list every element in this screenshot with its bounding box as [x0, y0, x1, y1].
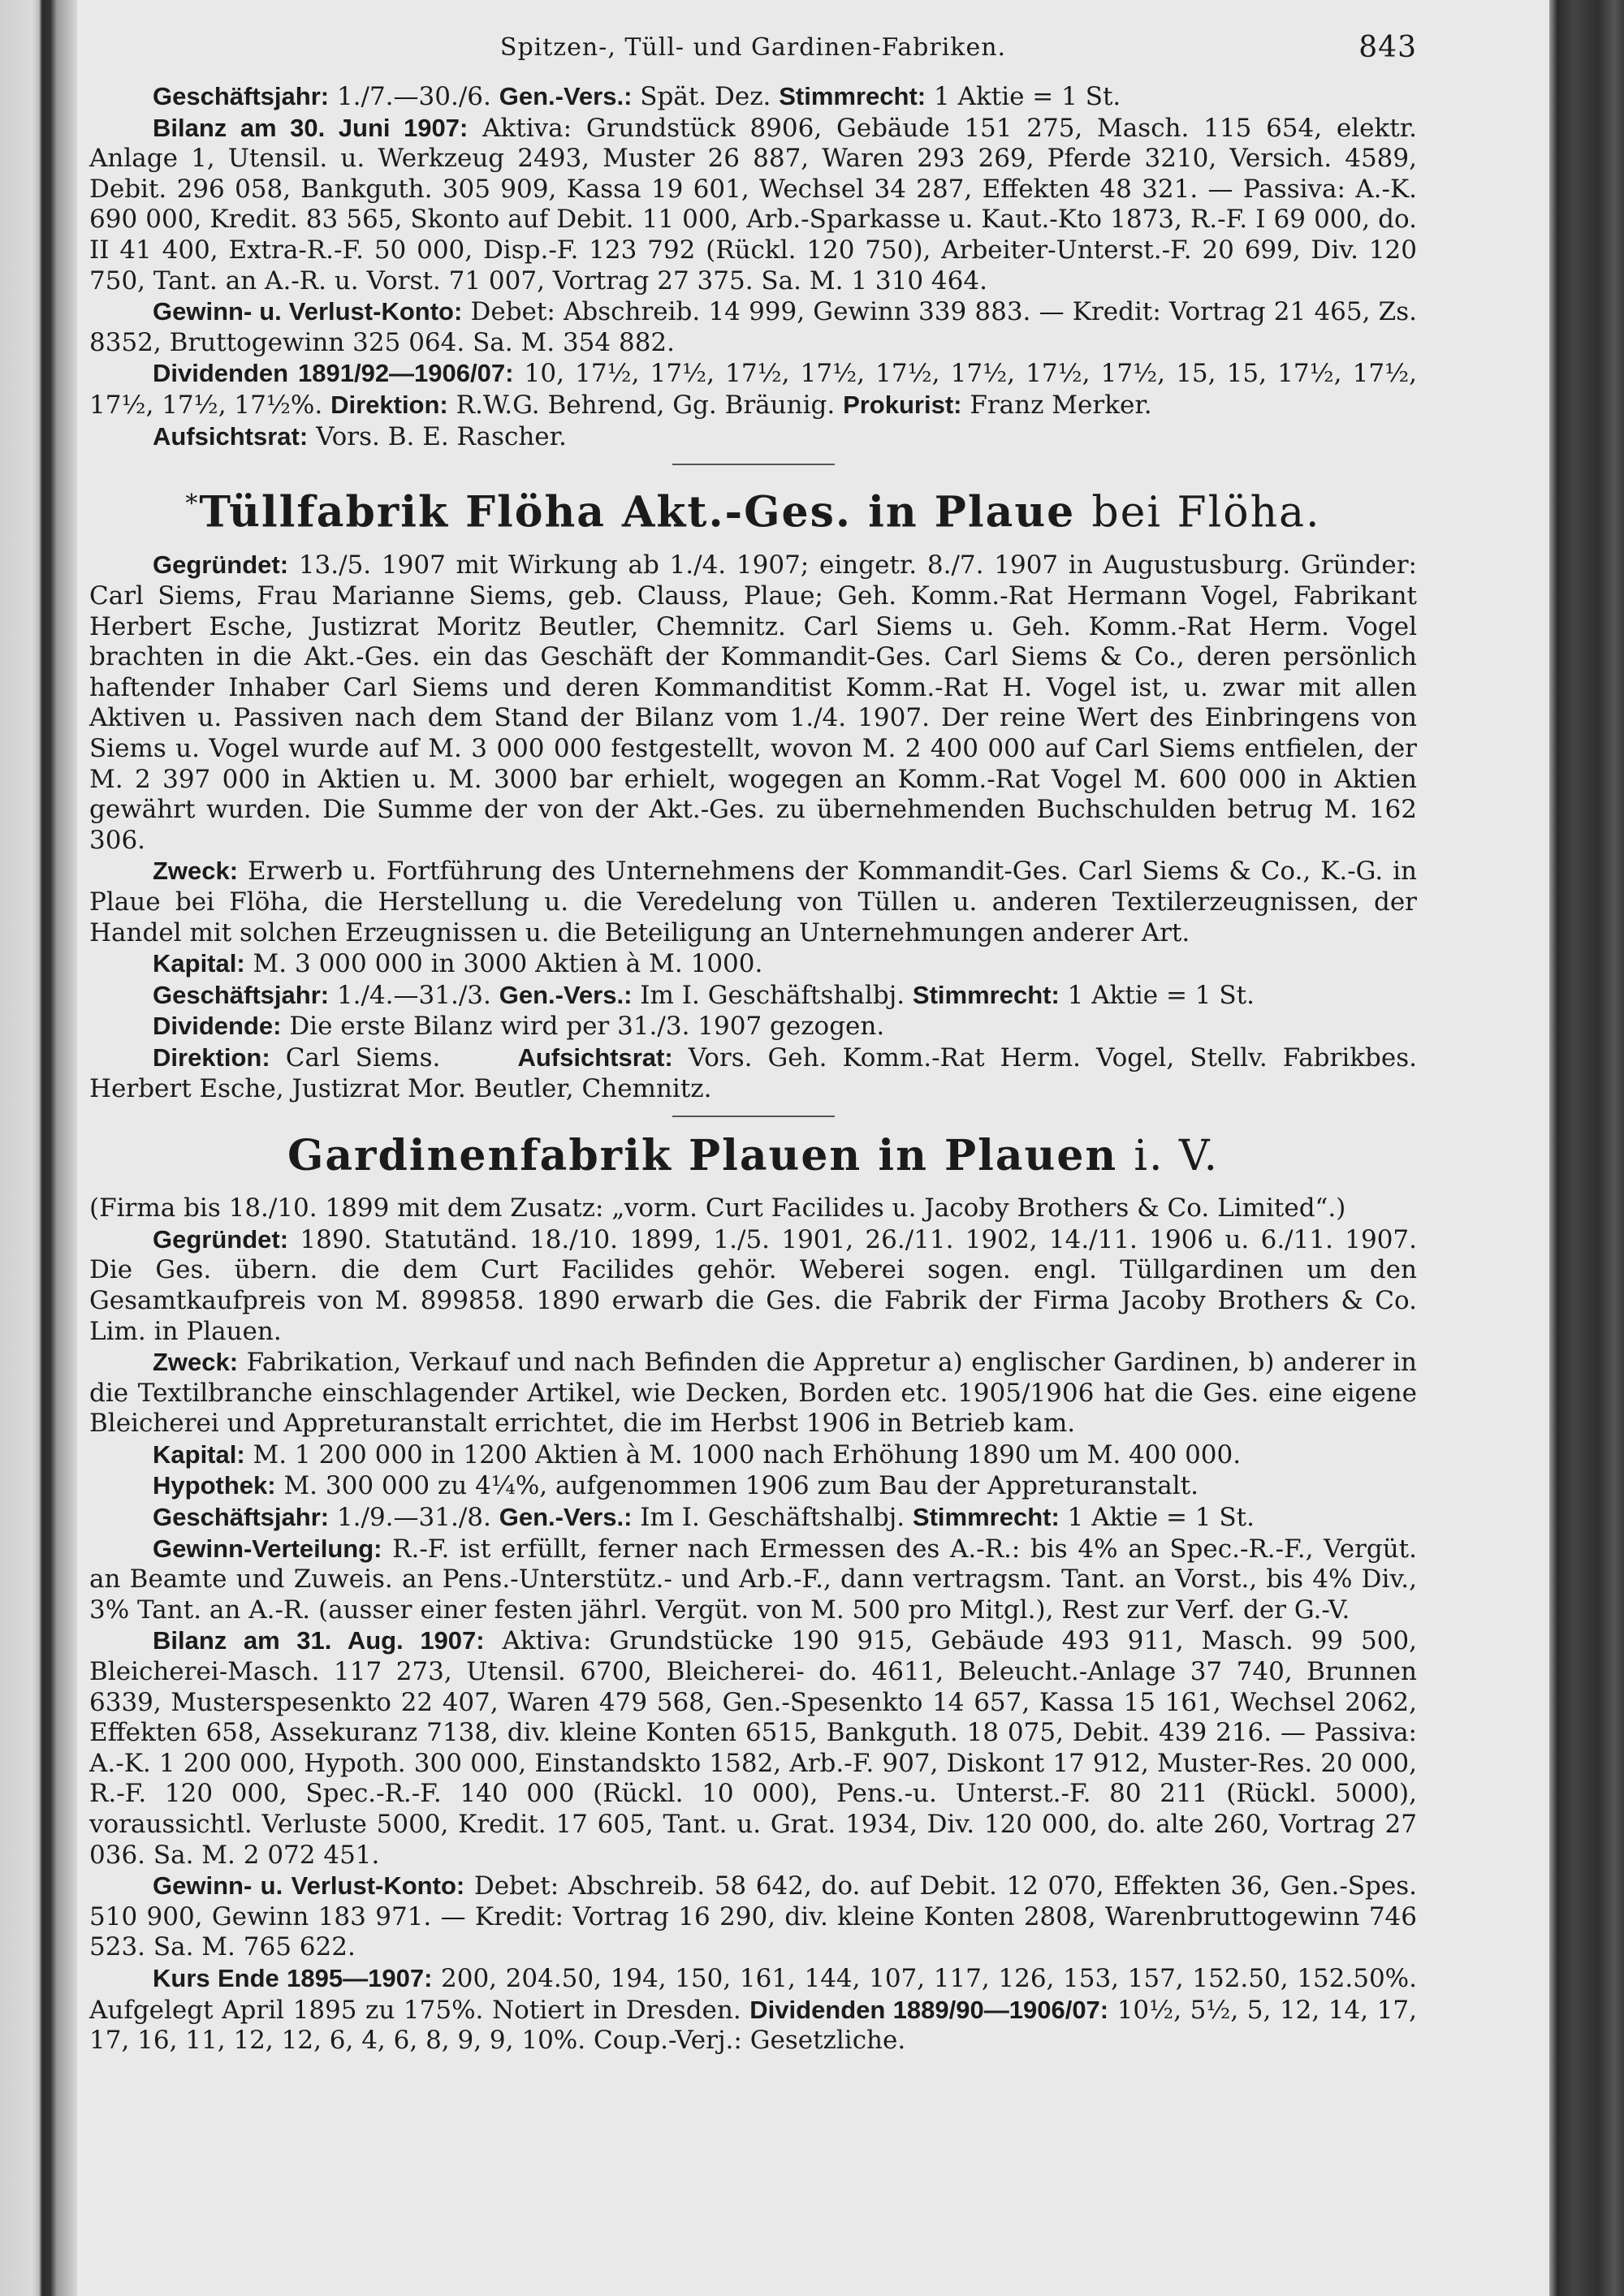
- company-heading: *Tüllfabrik Flöha Akt.-Ges. in Plaue bei Flöha.: [185, 487, 1321, 537]
- purpose: Zweck: Erwerb u. Fortführung des Unternehmens der Kommandit-Ges. Carl Siems & Co., K.-G. in Plaue bei Flöha, die Herstellung u. die Veredelung von Tüllen u. anderen Textilerzeugnissen, der Handel mit solchen Erzeugnissen u. die Beteiligung an Unternehmungen anderer Art.: [89, 857, 1417, 947]
- section-divider: [672, 1116, 835, 1117]
- dividends: Dividenden 1891/92—1906/07: 10, 17½, 17½, 17½, 17½, 17½, 17½, 17½, 17½, 15, 15, 17½, 17½, 17½, 17½, 17½%. Direktion: R.W.G. Behrend, Gg. Bräunig. Prokurist: Franz Merker.: [89, 359, 1417, 420]
- document-page: [89, 32, 1417, 2273]
- capital: Kapital: M. 3 000 000 in 3000 Aktien à M. 1000.: [153, 949, 763, 979]
- mortgage: Hypothek: M. 300 000 zu 4¼%, aufgenommen 1906 zum Bau der Appreturanstalt.: [153, 1471, 1199, 1501]
- entry-continued: [89, 81, 1417, 452]
- running-header: [89, 32, 1417, 81]
- balance-sheet: Bilanz am 30. Juni 1907: Aktiva: Grundstück 8906, Gebäude 151 275, Masch. 115 654, elektr. Anlage 1, Utensil. u. Werkzeug 2493, Muster 26 887, Waren 293 269, Pferde 3210, Versich. 4589, Debit. 296 058, Bankguth. 305 909, Kassa 19 601, Wechsel 34 287, Effekten 48 321. — Passiva: A.-K. 690 000, Kredit. 83 565, Skonto auf Debit. 11 000, Arb.-Sparkasse u. Kaut.-Kto 1873, R.-F. I 69 000, do. II 41 400, Extra-R.-F. 50 000, Disp.-F. 123 792 (Rückl. 120 750), Arbeiter-Unterst.-F. 20 699, Div. 120 750, Tant. an A.-R. u. Vorst. 71 007, Vortrag 27 375. Sa. M. 1 310 464.: [89, 113, 1417, 296]
- supervisory-board: Aufsichtsrat: Vors. B. E. Rascher.: [153, 421, 567, 451]
- company-heading: Gardinenfabrik Plauen in Plauen i. V.: [287, 1131, 1220, 1181]
- management: Direktion: Carl Siems. Aufsichtsrat: Vors. Geh. Komm.-Rat Herm. Vogel, Stellv. Fabrikbes. Herbert Esche, Justizrat Mor. Beutler, Chemnitz.: [89, 1042, 1417, 1103]
- profit-distribution: Gewinn-Verteilung: R.-F. ist erfüllt, ferner nach Ermessen des A.-R.: bis 4% an Spec.-R.-F., Vergüt. an Beamte und Zuweis. an Pens.-Unterstütz.- und Arb.-F., dann vertragsm. Tant. an Vorst., bis 4% Div., 3% Tant. an A.-R. (ausser einer festen jährl. Vergüt. von M. 500 pro Mitgl.), Rest zur Verf. der G.-V.: [89, 1534, 1417, 1625]
- capital: Kapital: M. 1 200 000 in 1200 Aktien à M. 1000 nach Erhöhung 1890 um M. 400 000.: [153, 1439, 1242, 1470]
- profit-loss: Gewinn- u. Verlust-Konto: Debet: Abschreib. 14 999, Gewinn 339 883. — Kredit: Vortrag 21 465, Zs. 8352, Bruttogewinn 325 064. Sa. M. 354 882.: [89, 297, 1417, 357]
- founded: Gegründet: 13./5. 1907 mit Wirkung ab 1./4. 1907; eingetr. 8./7. 1907 in Augustusburg. Gründer: Carl Siems, Frau Marianne Siems, geb. Clauss, Plaue; Geh. Komm.-Rat Hermann Vogel, Fabrikant Herbert Esche, Justizrat Moritz Beutler, Chemnitz. Carl Siems u. Geh. Komm.-Rat Herm. Vogel brachten in die Akt.-Ges. ein das Geschäft der Kommandit-Ges. Carl Siems & Co., deren persönlich haftender Inhaber Carl Siems und deren Kommanditist Komm.-Rat H. Vogel ist, u. zwar mit allen Aktiven u. Passiven nach dem Stand der Bilanz vom 1./4. 1907. Der reine Wert des Einbringens von Siems u. Vogel wurde auf M. 3 000 000 festgestellt, wovon M. 2 400 000 auf Carl Siems entfielen, der M. 2 397 000 in Aktien u. M. 3000 bar erhielt, wogegen an Komm.-Rat Vogel M. 600 000 in Aktien gewährt wurden. Die Summe der von der Akt.-Ges. zu übernehmenden Buchschulden betrug M. 162 306.: [89, 550, 1417, 855]
- profit-loss: Gewinn- u. Verlust-Konto: Debet: Abschreib. 58 642, do. auf Debit. 12 070, Effekten 36, Gen.-Spes. 510 900, Gewinn 183 971. — Kredit: Vortrag 16 290, div. kleine Konten 2808, Warenbruttogewinn 746 523. Sa. M. 765 622.: [89, 1871, 1417, 1962]
- page-number: 843: [1358, 31, 1417, 64]
- share-prices: Kurs Ende 1895—1907: 200, 204.50, 194, 150, 161, 144, 107, 117, 126, 153, 157, 152.50, 152.50%. Aufgelegt April 1895 zu 175%. Notiert in Dresden. Dividenden 1889/90—1906/07: 10½, 5½, 5, 12, 14, 17, 17, 16, 11, 12, 12, 6, 4, 6, 8, 9, 9, 10%. Coup.-Verj.: Gesetzliche.: [89, 1963, 1417, 2056]
- section-divider: [672, 464, 835, 465]
- dividend: Dividende: Die erste Bilanz wird per 31./3. 1907 gezogen.: [153, 1012, 885, 1042]
- entry-tuellfabrik-floeha: [89, 478, 1417, 1104]
- founded: Gegründet: 1890. Statutänd. 18./10. 1899, 1./5. 1901, 26./11. 1902, 14./11. 1906 u. 6./11. 1907. Die Ges. übern. die dem Curt Facilides gehör. Weberei sogen. engl. Tüllgardinen um den Gesamtkaufpreis von M. 899858. 1890 erwarb die Ges. die Fabrik der Firma Jacoby Brothers & Co. Lim. in Plauen.: [89, 1224, 1417, 1346]
- balance-sheet: Bilanz am 31. Aug. 1907: Aktiva: Grundstücke 190 915, Gebäude 493 911, Masch. 99 500, Bleicherei-Masch. 117 273, Utensil. 6700, Bleicherei- do. 4611, Beleucht.-Anlage 37 740, Brunnen 6339, Musterspesenkto 22 407, Waren 479 568, Gen.-Spesenkto 14 657, Kassa 15 161, Wechsel 2062, Effekten 658, Assekuranz 7138, div. kleine Konten 6515, Bankguth. 18 075, Debit. 439 216. — Passiva: A.-K. 1 200 000, Hypoth. 300 000, Einstandskto 1582, Arb.-F. 907, Diskont 17 912, Muster-Res. 20 000, R.-F. 120 000, Spec.-R.-F. 140 000 (Rückl. 10 000), Pens.-u. Unterst.-F. 80 211 (Rückl. 5000), voraussichtl. Verluste 5000, Kredit. 17 605, Tant. u. Grat. 1934, Div. 120 000, do. alte 260, Vortrag 27 036. Sa. M. 2 072 451.: [89, 1626, 1417, 1870]
- fiscal-line: Geschäftsjahr: 1./4.—31./3. Gen.-Vers.: Im I. Geschäftshalbj. Stimmrecht: 1 Aktie = 1 St.: [153, 980, 1255, 1010]
- fiscal-line: Geschäftsjahr: 1./9.—31./8. Gen.-Vers.: Im I. Geschäftshalbj. Stimmrecht: 1 Aktie = 1 St.: [153, 1503, 1255, 1533]
- book-spine-left: [0, 0, 77, 2296]
- fiscal-line: Geschäftsjahr: 1./7.—30./6. Gen.-Vers.: Spät. Dez. Stimmrecht: 1 Aktie = 1 St.: [153, 82, 1121, 111]
- purpose: Zweck: Fabrikation, Verkauf und nach Befinden die Appretur a) englischer Gardinen, b) anderer in die Textilbranche einschlagender Artikel, wie Decken, Borden etc. 1905/1906 hat die Ges. eine eigene Bleicherei und Appreturanstalt errichtet, die im Herbst 1906 in Betrieb kam.: [89, 1348, 1417, 1439]
- firm-note: (Firma bis 18./10. 1899 mit dem Zusatz: „vorm. Curt Facilides u. Jacoby Brothers & Co. Limited“.): [89, 1193, 1346, 1224]
- book-spine-right: [1549, 0, 1624, 2296]
- running-title: Spitzen-, Tüll- und Gardinen-Fabriken.: [499, 33, 1007, 62]
- entry-gardinenfabrik-plauen: [89, 1130, 1417, 2056]
